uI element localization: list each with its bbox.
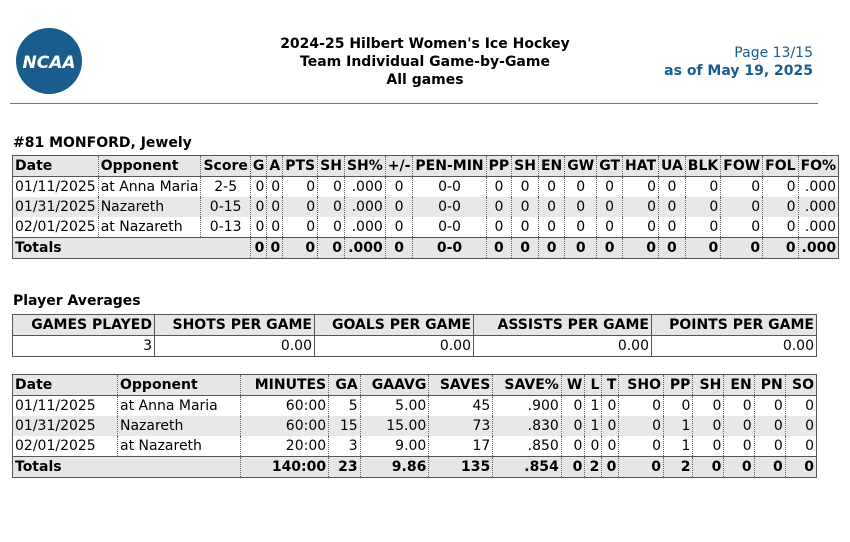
cell: 0: [250, 197, 267, 217]
cell: .000: [798, 177, 839, 198]
cell: 0: [763, 238, 798, 259]
col-header: SO: [785, 375, 816, 396]
cell: 02/01/2025: [15, 438, 96, 454]
cell: at Anna Maria: [98, 177, 201, 198]
table-row: [13, 436, 817, 457]
cell: Nazareth: [118, 416, 241, 436]
cell: 0: [602, 436, 619, 457]
cell: 0: [763, 217, 798, 238]
cell: 15: [329, 416, 361, 436]
cell: .000: [344, 238, 385, 259]
cell: 0: [785, 396, 816, 417]
player-averages-table: [12, 314, 817, 357]
col-header: Date: [13, 375, 118, 396]
report-subtitle: Team Individual Game-by-Game: [300, 54, 550, 70]
goals-per-game-value: 0.00: [315, 336, 474, 357]
cell: 0: [724, 396, 754, 417]
cell: .000: [798, 197, 839, 217]
cell: 0: [597, 177, 623, 198]
cell: 0: [659, 197, 686, 217]
cell: 0: [385, 217, 413, 238]
cell: 5: [329, 396, 361, 417]
cell: 0: [486, 197, 512, 217]
col-header: MINUTES: [241, 375, 329, 396]
col-header: SHOTS PER GAME: [155, 315, 315, 336]
cell: 0: [693, 457, 724, 478]
cell: 0: [385, 177, 413, 198]
cell: 0: [619, 457, 664, 478]
cell: 01/31/2025: [13, 197, 99, 217]
cell: [201, 238, 250, 259]
goalie-log-table: [12, 374, 817, 478]
col-header: GA: [329, 375, 361, 396]
cell: 0: [659, 238, 686, 259]
col-header: SH%: [344, 156, 385, 177]
cell: 2: [664, 457, 693, 478]
cell: 0-0: [413, 177, 486, 198]
cell: 0: [763, 177, 798, 198]
cell: 23: [329, 457, 361, 478]
col-header: ASSISTS PER GAME: [474, 315, 652, 336]
cell: 0: [283, 197, 318, 217]
table-row: [13, 416, 817, 436]
col-header: PP: [664, 375, 693, 396]
cell: 0: [486, 238, 512, 259]
col-header: PN: [754, 375, 785, 396]
cell: 0: [602, 416, 619, 436]
cell: 0: [512, 177, 539, 198]
page-number: Page 13/15: [734, 45, 813, 61]
cell: 0: [538, 238, 564, 259]
col-header: SAVES: [429, 375, 493, 396]
col-header: FO%: [798, 156, 839, 177]
cell: 135: [429, 457, 493, 478]
col-header: GAMES PLAYED: [13, 315, 155, 336]
cell: 0: [565, 217, 597, 238]
cell: 0: [754, 396, 785, 417]
cell: 3: [329, 436, 361, 457]
cell: .000: [798, 217, 839, 238]
col-header: UA: [659, 156, 686, 177]
col-header: PEN-MIN: [413, 156, 486, 177]
cell: 0: [597, 197, 623, 217]
as-of-date: as of May 19, 2025: [664, 63, 813, 79]
game-log-table: [12, 155, 839, 259]
cell: 0: [602, 396, 619, 417]
col-header: T: [602, 375, 619, 396]
col-header: PTS: [283, 156, 318, 177]
cell: 9.86: [360, 457, 429, 478]
cell: [118, 457, 241, 478]
cell: 0-0: [413, 238, 486, 259]
cell: 0: [318, 217, 345, 238]
cell: 0: [561, 436, 585, 457]
cell: 17: [429, 436, 493, 457]
totals-label: Totals: [13, 457, 118, 478]
cell: 0-15: [201, 197, 250, 217]
cell: 0: [538, 177, 564, 198]
cell: 5.00: [360, 396, 429, 417]
cell: 0: [685, 238, 720, 259]
cell: 0: [623, 238, 659, 259]
cell: 0: [659, 177, 686, 198]
cell: 2: [585, 457, 602, 478]
cell: 0: [561, 457, 585, 478]
totals-row: [13, 457, 817, 478]
averages-value-row: [13, 336, 817, 357]
cell: 0: [565, 177, 597, 198]
cell: 0: [685, 217, 720, 238]
cell: 60:00: [241, 396, 329, 417]
cell: 0: [561, 416, 585, 436]
cell: 0: [538, 217, 564, 238]
cell: 1: [585, 396, 602, 417]
cell: 0: [283, 177, 318, 198]
cell: 1: [585, 416, 602, 436]
cell: 0: [785, 457, 816, 478]
cell: 0: [785, 436, 816, 457]
cell: 0: [250, 217, 267, 238]
table-row: [13, 197, 839, 217]
cell: 0: [512, 197, 539, 217]
cell: 0: [585, 436, 602, 457]
cell: 02/01/2025: [15, 219, 96, 235]
page-info: [664, 44, 813, 80]
cell: .850: [493, 436, 562, 457]
cell: 0: [623, 217, 659, 238]
cell: 0: [693, 436, 724, 457]
col-header: FOL: [763, 156, 798, 177]
col-header: POINTS PER GAME: [652, 315, 817, 336]
report-title: 2024-25 Hilbert Women's Ice Hockey: [280, 36, 570, 52]
cell: 0: [685, 197, 720, 217]
games-played-value: 3: [13, 336, 155, 357]
cell: .854: [493, 457, 562, 478]
cell: 0: [754, 416, 785, 436]
averages-header-row: [13, 315, 817, 336]
col-header: GOALS PER GAME: [315, 315, 474, 336]
cell: at Nazareth: [98, 217, 201, 238]
ncaa-logo-text: NCAA: [22, 53, 76, 73]
cell: 0: [250, 177, 267, 198]
cell: 0-0: [413, 217, 486, 238]
cell: 0: [512, 217, 539, 238]
cell: .000: [798, 238, 839, 259]
cell: 0: [763, 197, 798, 217]
cell: 0: [318, 238, 345, 259]
cell: 0: [597, 217, 623, 238]
section-title-averages: Player Averages: [13, 293, 141, 309]
cell: 0: [721, 177, 763, 198]
assists-per-game-value: 0.00: [474, 336, 652, 357]
col-header: FOW: [721, 156, 763, 177]
cell: 0: [754, 457, 785, 478]
col-header: BLK: [685, 156, 720, 177]
col-header: +/-: [385, 156, 413, 177]
header-divider: [10, 103, 818, 104]
col-header: A: [267, 156, 283, 177]
cell: 0: [721, 238, 763, 259]
cell: 0: [267, 217, 283, 238]
table-row: [13, 217, 839, 238]
cell: 0: [785, 416, 816, 436]
col-header: Opponent: [118, 375, 241, 396]
cell: 0: [283, 217, 318, 238]
col-header: SH: [693, 375, 724, 396]
cell: 01/31/2025: [13, 416, 118, 436]
cell: 0: [565, 238, 597, 259]
cell: 0: [721, 197, 763, 217]
report-scope: All games: [386, 72, 464, 88]
points-per-game-value: 0.00: [652, 336, 817, 357]
cell: 0: [538, 197, 564, 217]
cell: 1: [664, 436, 693, 457]
cell: 0: [724, 436, 754, 457]
cell: 2-5: [201, 177, 250, 198]
col-header: SAVE%: [493, 375, 562, 396]
cell: 01/11/2025: [15, 179, 96, 195]
cell: .000: [344, 177, 385, 198]
cell: 0: [619, 396, 664, 417]
cell: 60:00: [241, 416, 329, 436]
cell: 0: [565, 197, 597, 217]
col-header: GW: [565, 156, 597, 177]
cell: 0: [685, 177, 720, 198]
cell: 0: [724, 416, 754, 436]
col-header: EN: [538, 156, 564, 177]
col-header: G: [250, 156, 267, 177]
cell: 0: [623, 177, 659, 198]
cell: at Anna Maria: [118, 396, 241, 417]
col-header: L: [585, 375, 602, 396]
cell: 0: [597, 238, 623, 259]
cell: 0: [318, 197, 345, 217]
col-header: Date: [13, 156, 99, 177]
cell: 0: [250, 238, 267, 259]
totals-label: Totals: [13, 238, 99, 259]
col-header: SH: [318, 156, 345, 177]
cell: at Nazareth: [118, 436, 241, 457]
cell: 73: [429, 416, 493, 436]
col-header: W: [561, 375, 585, 396]
cell: 0: [659, 217, 686, 238]
totals-row: [13, 238, 839, 259]
cell: 0: [721, 217, 763, 238]
cell: 0: [486, 177, 512, 198]
cell: 0: [619, 416, 664, 436]
cell: 20:00: [241, 436, 329, 457]
col-header: GAAVG: [360, 375, 429, 396]
cell: 0: [318, 177, 345, 198]
cell: 0: [283, 238, 318, 259]
cell: 0-0: [413, 197, 486, 217]
cell: 140:00: [241, 457, 329, 478]
cell: 0: [602, 457, 619, 478]
col-header: Score: [201, 156, 250, 177]
goalie-header-row: [13, 375, 817, 396]
cell: 0: [693, 416, 724, 436]
cell: 0: [385, 197, 413, 217]
player-name: #81 MONFORD, Jewely: [13, 135, 192, 151]
cell: 45: [429, 396, 493, 417]
cell: 0: [754, 436, 785, 457]
cell: 0: [512, 238, 539, 259]
cell: [98, 238, 201, 259]
cell: 0: [267, 238, 283, 259]
col-header: GT: [597, 156, 623, 177]
shots-per-game-value: 0.00: [155, 336, 315, 357]
col-header: SH: [512, 156, 539, 177]
cell: 0: [664, 396, 693, 417]
cell: 0-13: [201, 217, 250, 238]
table-row: [13, 396, 817, 417]
cell: 01/11/2025: [15, 398, 96, 414]
cell: .000: [344, 217, 385, 238]
col-header: EN: [724, 375, 754, 396]
cell: 0: [623, 197, 659, 217]
cell: 0: [619, 436, 664, 457]
cell: 15.00: [360, 416, 429, 436]
cell: 0: [267, 197, 283, 217]
game-log-header-row: [13, 156, 839, 177]
cell: 0: [486, 217, 512, 238]
col-header: SHO: [619, 375, 664, 396]
cell: 0: [267, 177, 283, 198]
cell: 9.00: [360, 436, 429, 457]
cell: Nazareth: [98, 197, 201, 217]
cell: 0: [561, 396, 585, 417]
table-row: [13, 177, 839, 198]
cell: .000: [344, 197, 385, 217]
col-header: PP: [486, 156, 512, 177]
cell: .830: [493, 416, 562, 436]
cell: 0: [724, 457, 754, 478]
cell: .900: [493, 396, 562, 417]
col-header: HAT: [623, 156, 659, 177]
cell: 1: [664, 416, 693, 436]
cell: 0: [385, 238, 413, 259]
cell: 0: [693, 396, 724, 417]
col-header: Opponent: [98, 156, 201, 177]
